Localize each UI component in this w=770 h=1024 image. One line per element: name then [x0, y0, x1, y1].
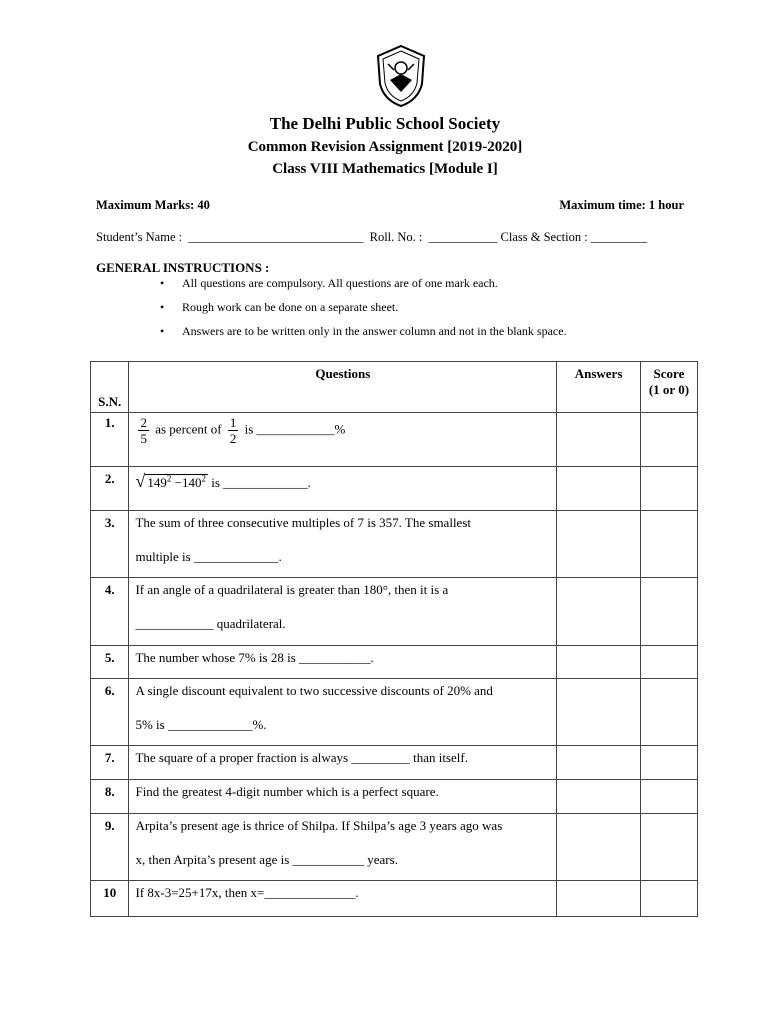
- instruction-item: [160, 324, 567, 339]
- question-number: 7.: [91, 746, 129, 780]
- question-text-part: is ____________%: [244, 421, 346, 437]
- maximum-marks: Maximum Marks: 40: [96, 198, 210, 212]
- student-fields-line: Student’s Name : ____________________________ Roll. No. : ___________ Class & Section : _________: [96, 230, 648, 244]
- score-cell[interactable]: [640, 511, 697, 578]
- radicand-part: 149: [147, 475, 167, 490]
- question-number: 5.: [91, 646, 129, 679]
- score-cell[interactable]: [640, 746, 697, 780]
- question-line: Arpita’s present age is thrice of Shilpa. If Shilpa’s age 3 years ago was: [135, 818, 503, 833]
- score-cell[interactable]: [640, 814, 697, 881]
- answers-header: Answers: [557, 362, 641, 413]
- score-header: [640, 362, 697, 413]
- score-cell[interactable]: [640, 679, 697, 746]
- question-text-part: as percent of: [155, 421, 222, 437]
- question-number: 1.: [91, 413, 129, 467]
- answer-cell[interactable]: [557, 814, 641, 881]
- answer-cell[interactable]: [557, 467, 641, 511]
- question-line: 5% is _____________%.: [135, 717, 267, 732]
- answer-cell[interactable]: [557, 780, 641, 814]
- answer-cell[interactable]: [557, 511, 641, 578]
- answer-cell[interactable]: [557, 646, 641, 679]
- answer-cell[interactable]: [557, 413, 641, 467]
- question-number: 3.: [91, 511, 129, 578]
- score-cell[interactable]: [640, 578, 697, 646]
- society-title: The Delhi Public School Society: [269, 114, 501, 133]
- question-text: The number whose 7% is 28 is ___________.: [129, 646, 557, 679]
- exponent: 2: [166, 473, 172, 484]
- question-number: 2.: [91, 467, 129, 511]
- table-row: [91, 814, 698, 881]
- table-row: [91, 578, 698, 646]
- bullet-icon: •: [160, 324, 165, 338]
- question-line: ____________ quadrilateral.: [135, 616, 286, 631]
- instruction-item: [160, 276, 498, 291]
- question-line: multiple is _____________.: [135, 549, 282, 564]
- question-text: [129, 814, 557, 881]
- square-root: √ $149^2 -140^2$: [135, 471, 206, 491]
- denominator: 5: [140, 431, 147, 446]
- question-number: 9.: [91, 814, 129, 881]
- fraction: [138, 415, 149, 446]
- score-header-sub: (1 or 0): [648, 382, 690, 397]
- instruction-text: All questions are compulsory. All questions are of one mark each.: [182, 276, 498, 290]
- score-header-label: Score: [653, 366, 685, 381]
- instruction-text: Answers are to be written only in the answer column and not in the blank space.: [182, 324, 567, 338]
- maximum-time: Maximum time: 1 hour: [559, 198, 684, 212]
- questions-table: [90, 361, 698, 917]
- question-line: If an angle of a quadrilateral is greater than 180°, then it is a: [135, 582, 449, 597]
- question-number: 6.: [91, 679, 129, 746]
- instructions-heading: GENERAL INSTRUCTIONS :: [96, 260, 270, 275]
- score-cell[interactable]: [640, 881, 697, 917]
- bullet-icon: •: [160, 300, 165, 314]
- instruction-text: Rough work can be done on a separate sheet.: [182, 300, 399, 314]
- bullet-icon: •: [160, 276, 165, 290]
- sn-header: S.N.: [91, 362, 129, 413]
- score-cell[interactable]: [640, 413, 697, 467]
- question-text: Find the greatest 4-digit number which is a perfect square.: [129, 780, 557, 814]
- question-text: [129, 679, 557, 746]
- numerator: 1: [229, 415, 237, 430]
- question-text: [129, 511, 557, 578]
- question-number: 10: [91, 881, 129, 917]
- denominator: 2: [229, 431, 237, 446]
- table-header-row: [91, 362, 698, 413]
- numerator: 2: [140, 415, 147, 430]
- question-number: 4.: [91, 578, 129, 646]
- table-row: [91, 679, 698, 746]
- table-row: [91, 646, 698, 679]
- question-text: [129, 413, 557, 467]
- answer-cell[interactable]: [557, 679, 641, 746]
- question-line: The sum of three consecutive multiples of 7 is 357. The smallest: [135, 515, 471, 530]
- fraction: [228, 415, 239, 446]
- question-text: The square of a proper fraction is always _________ than itself.: [129, 746, 557, 780]
- questions-header: Questions: [129, 362, 557, 413]
- question-text: [129, 578, 557, 646]
- question-text: [129, 467, 557, 511]
- answer-cell[interactable]: [557, 746, 641, 780]
- table-row: [91, 746, 698, 780]
- school-logo: [374, 44, 428, 108]
- question-text: If 8x-3=25+17x, then x=______________.: [129, 881, 557, 917]
- table-row: [91, 413, 698, 467]
- assignment-title: Common Revision Assignment [2019-2020]: [247, 139, 523, 155]
- question-line: x, then Arpita’s present age is ___________ years.: [135, 852, 398, 867]
- question-number: 8.: [91, 780, 129, 814]
- table-row: [91, 511, 698, 578]
- table-row: [91, 780, 698, 814]
- score-cell[interactable]: [640, 467, 697, 511]
- table-row: [91, 467, 698, 511]
- instruction-item: [160, 300, 398, 315]
- exponent: 2: [201, 473, 206, 484]
- radicand-part: −140: [171, 475, 202, 490]
- table-row: [91, 881, 698, 917]
- score-cell[interactable]: [640, 646, 697, 679]
- answer-cell[interactable]: [557, 578, 641, 646]
- question-line: A single discount equivalent to two successive discounts of 20% and: [135, 683, 493, 698]
- answer-cell[interactable]: [557, 881, 641, 917]
- class-title: Class VIII Mathematics [Module I]: [272, 161, 498, 177]
- question-text-part: is _____________.: [207, 475, 311, 490]
- score-cell[interactable]: [640, 780, 697, 814]
